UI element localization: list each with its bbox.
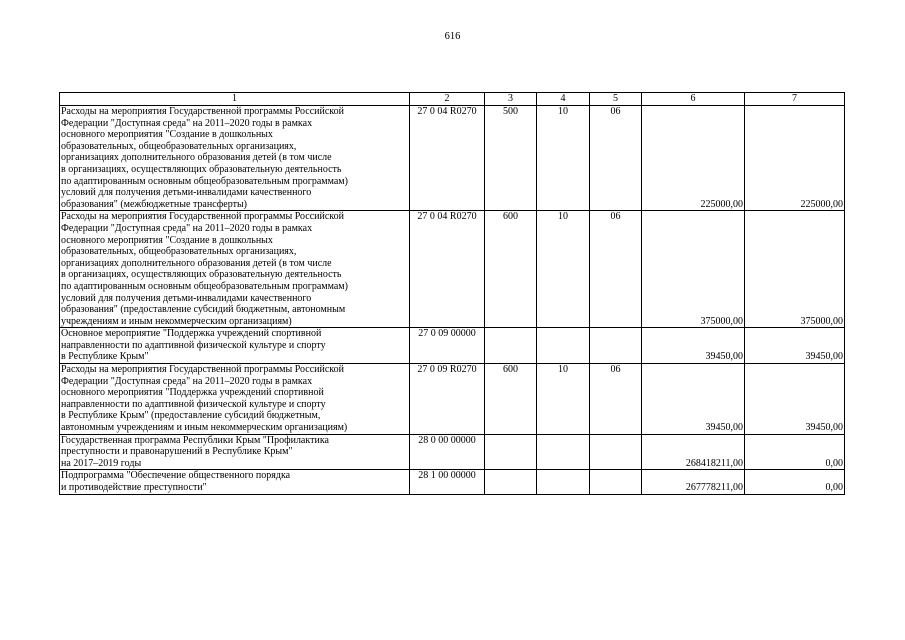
description-line: основного мероприятия "Поддержка учреждений спортивной [61, 387, 324, 399]
col5-cell [590, 434, 642, 470]
table-row [60, 470, 845, 494]
col4-cell [537, 470, 590, 494]
description-line: автономным учреждениям и иным некоммерческим организациям) [61, 422, 348, 434]
table-header-row [60, 93, 845, 106]
description-line: Расходы на мероприятия Государственной программы Российской [61, 106, 344, 117]
description-line: образования" (межбюджетные трансферты) [61, 198, 247, 210]
col5-cell: 06 [590, 211, 642, 328]
col3-cell [485, 328, 537, 364]
description-line: основного мероприятия "Создание в дошкольных [61, 234, 273, 246]
description-line: Федерации "Доступная среда" на 2011–2020 годы в рамках [61, 222, 313, 234]
table-row [60, 106, 845, 211]
col4-cell: 10 [537, 364, 590, 435]
page-number: 616 [444, 31, 461, 42]
header-cell-2: 2 [410, 93, 485, 106]
description-line: Основное мероприятие "Поддержка учреждений спортивной [61, 328, 322, 340]
amount-col7-cell: 0,00 [745, 470, 845, 494]
amount-col7-cell: 39450,00 [745, 328, 845, 364]
description-line: направленности по адаптивной физической культуре и спорту [61, 339, 326, 351]
col3-cell [485, 470, 537, 494]
description-line: основного мероприятия "Создание в дошкольных [61, 129, 273, 141]
budget-table [59, 92, 845, 495]
description-line: условий для получения детьми-инвалидами качественного [61, 187, 312, 199]
description-line: условий для получения детьми-инвалидами качественного [61, 292, 312, 304]
amount-col7-cell: 225000,00 [745, 106, 845, 211]
amount-col7-cell: 375000,00 [745, 211, 845, 328]
col5-cell [590, 328, 642, 364]
col3-cell: 600 [485, 364, 537, 435]
description-line: и противодействие преступности" [61, 482, 207, 493]
description-line: организациях дополнительного образования детей (в том числе [61, 257, 332, 269]
col5-cell: 06 [590, 106, 642, 211]
description-line: Расходы на мероприятия Государственной программы Российской [61, 364, 344, 376]
col3-cell: 500 [485, 106, 537, 211]
header-cell-4: 4 [537, 93, 590, 106]
description-cell [60, 106, 410, 211]
description-line: по адаптированным основным общеобразовательным программам) [61, 280, 348, 292]
description-line: организациях дополнительного образования детей (в том числе [61, 152, 332, 164]
description-line: Федерации "Доступная среда" на 2011–2020 годы в рамках [61, 117, 313, 129]
code-cell: 27 0 09 00000 [410, 328, 485, 364]
table-row [60, 328, 845, 364]
description-line: Расходы на мероприятия Государственной программы Российской [61, 211, 344, 223]
table-row [60, 364, 845, 435]
col3-cell: 600 [485, 211, 537, 328]
amount-col6-cell: 39450,00 [642, 364, 745, 435]
code-cell: 28 0 00 00000 [410, 434, 485, 470]
amount-col6-cell: 267778211,00 [642, 470, 745, 494]
code-cell: 27 0 09 R0270 [410, 364, 485, 435]
description-line: в Республике Крым" (предоставление субсидий бюджетным, [61, 410, 321, 422]
amount-col6-cell: 39450,00 [642, 328, 745, 364]
header-cell-6: 6 [642, 93, 745, 106]
description-line: Федерации "Доступная среда" на 2011–2020 годы в рамках [61, 375, 313, 387]
description-cell [60, 364, 410, 435]
table-row [60, 211, 845, 328]
description-cell [60, 328, 410, 364]
col5-cell [590, 470, 642, 494]
amount-col7-cell: 39450,00 [745, 364, 845, 435]
amount-col6-cell: 225000,00 [642, 106, 745, 211]
col5-cell: 06 [590, 364, 642, 435]
description-line: Государственная программа Республики Крым "Профилактика [61, 434, 329, 446]
description-line: в Республике Крым" [61, 351, 149, 363]
description-line: в организациях, осуществляющих образовательную деятельность [61, 269, 342, 281]
description-line: по адаптированным основным общеобразовательным программам) [61, 175, 348, 187]
description-cell [60, 211, 410, 328]
description-line: образования" (предоставление субсидий бюджетным, автономным [61, 304, 346, 316]
code-cell: 27 0 04 R0270 [410, 211, 485, 328]
amount-col6-cell: 375000,00 [642, 211, 745, 328]
code-cell: 27 0 04 R0270 [410, 106, 485, 211]
amount-col6-cell: 268418211,00 [642, 434, 745, 470]
description-line: направленности по адаптивной физической культуре и спорту [61, 398, 326, 410]
description-line: преступности и правонарушений в Республике Крым" [61, 446, 293, 458]
description-line: образовательных, общеобразовательных организациях, [61, 246, 297, 258]
description-line: учреждениям и иным некоммерческим организациям) [61, 315, 292, 327]
description-line: в организациях, осуществляющих образовательную деятельность [61, 163, 342, 175]
header-cell-5: 5 [590, 93, 642, 106]
header-cell-7: 7 [745, 93, 845, 106]
col4-cell [537, 434, 590, 470]
description-line: Подпрограмма "Обеспечение общественного порядка [61, 470, 291, 482]
description-cell [60, 470, 410, 494]
description-line: образовательных, общеобразовательных организациях, [61, 140, 297, 152]
col4-cell: 10 [537, 211, 590, 328]
table-row [60, 434, 845, 470]
header-cell-1: 1 [60, 93, 410, 106]
code-cell: 28 1 00 00000 [410, 470, 485, 494]
col4-cell [537, 328, 590, 364]
header-cell-3: 3 [485, 93, 537, 106]
col4-cell: 10 [537, 106, 590, 211]
amount-col7-cell: 0,00 [745, 434, 845, 470]
description-cell [60, 434, 410, 470]
col3-cell [485, 434, 537, 470]
description-line: на 2017–2019 годы [61, 457, 142, 469]
